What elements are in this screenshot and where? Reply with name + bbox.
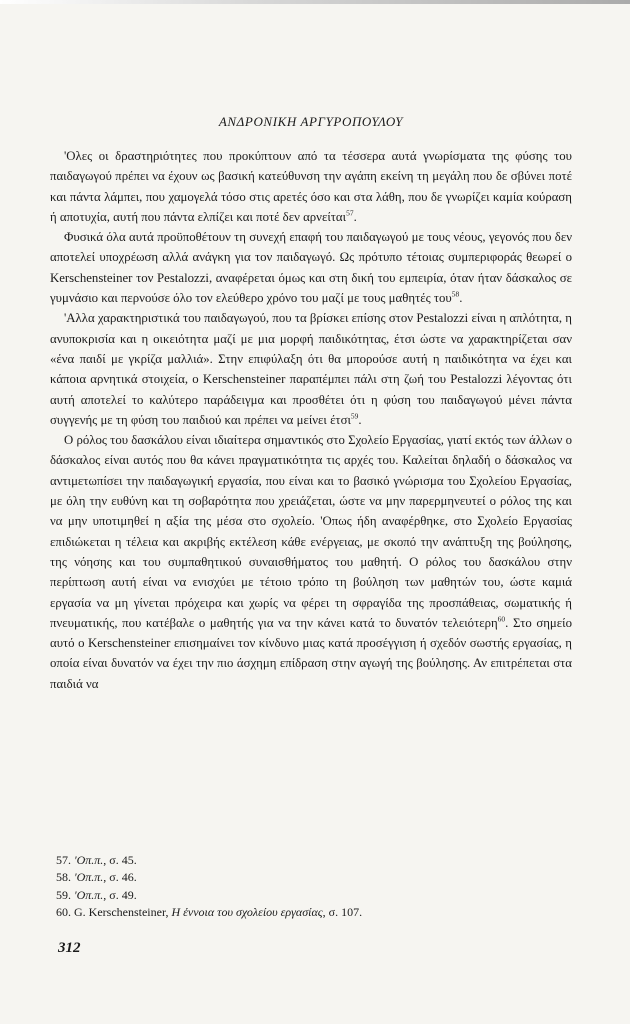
- paragraph-tail: .: [358, 412, 362, 427]
- footnote-ref[interactable]: 60: [497, 614, 506, 624]
- footnotes: [56, 852, 572, 922]
- footnote: [56, 887, 572, 904]
- paragraph: [50, 308, 572, 430]
- paragraph-text: 'Αλλα χαρακτηριστικά του παιδαγωγού, που τα βρίσκει επίσης στον Pestalozzi είναι η απλότητα, η ανυποκρισία και η οικειότητα μαζί με μια μορφή παιδικότητας, έτσι ώστε να χαρακτηρίζεται σαν «ένα παιδί με γκρίζα μαλλιά». Στην επιφύλαξη ότι θα μπορούσε αυτή η παιδικότητα να έχει και κάποια αρνητικά στοιχεία, ο Kerschensteiner παραπέμπει πάλι στη ζωή του Pestalozzi λέγοντας ότι αυτή αποτελεί το καλύτερο παράδειγμα και προσθέτει ότι η φύση του παιδαγωγού μένει πάντα συγγενής με τη φύση του παιδιού και πρέπει να μείνει έτσι: [50, 311, 572, 427]
- paragraph-text: 'Ολες οι δραστηριότητες που προκύπτουν από τα τέσσερα αυτά γνωρίσματα της φύσης του παιδαγωγού πρέπει να έχουν ως βασική κατεύθυνση την αγάπη εκείνη τη μεγάλη που δε σβύνει ποτέ και πάντα λάμπει, που χαμογελά τόσο στις αρετές όσο και στα λάθη, που δε γνωρίζει καμία κούραση ή αποτυχία, αυτή που πάντα ελπίζει και ποτέ δεν αρνείται: [50, 149, 572, 224]
- footnote-rest: , σ. 45.: [103, 853, 137, 867]
- footnote-number: 60.: [56, 905, 71, 920]
- paragraph-text: Φυσικά όλα αυτά προϋποθέτουν τη συνεχή επαφή του παιδαγωγού με τους νέους, γεγονός που δεν αποτελεί υποχρέωση αλλά ανάγκη για τον παιδαγωγό. Ως πρότυπο τέτοιας συμπεριφοράς θεωρεί ο Kerschensteiner τον Pestalozzi, αναφέρεται όμως και στη δική του εμπειρία, όταν ήταν δάσκαλος σε γυμνάσιο και περνούσε όλο τον ελεύθερο χρόνο του μαζί με τους μαθητές του: [50, 230, 572, 306]
- paragraph: [50, 430, 572, 694]
- footnote-italic: 'Οπ.π.: [74, 870, 104, 885]
- paragraph-text: Ο ρόλος του δασκάλου είναι ιδιαίτερα σημαντικός στο Σχολείο Εργασίας, γιατί εκτός των άλλων ο δάσκαλος είναι αυτός που θα κάνει πραγματικότητα τις αρχές του. Καλείται δηλαδή ο δάσκαλος να αντιμετωπίσει την παιδαγωγική εργασία, που είναι και το βασικό γνώρισμα του Σχολείου Εργασίας, με όλη την ευθύνη και τη σοβαρότητα που χρειάζεται, ώστε να μην παρερμηνευτεί ο ρόλος της και να μην υποτιμηθεί η αξία της μέσα στο σχολείο. 'Οπως ήδη αναφέρθηκε, στο Σχολείο Εργασίας επιδιώκεται η τέλεια και ακριβής εκτέλεση κάθε ενέργειας, με σκοπό την ανάπτυξη της βούλησης, της νόησης και του συμπαθητικού συναισθήματος του μαθητή. Ο ρόλος του δασκάλου στην περίπτωση αυτή είναι να ενισχύει με τέτοιο τρόπο τη βούληση των μαθητών του, ώστε καμιά εργασία να μη γίνεται πρόχειρα και χωρίς να φέρει τη σφραγίδα της προσπάθειας, σωματικής ή πνευματικής, που κατέβαλε ο μαθητής για να την κάνει κατά το δυνατόν τελειότερη: [50, 433, 572, 630]
- body-text: [50, 146, 572, 694]
- footnote-number: 59.: [56, 887, 71, 902]
- footnote-italic: 'Οπ.π.: [74, 887, 104, 902]
- footnote-italic: 'Οπ.π.: [74, 853, 104, 867]
- footnote-author: G. Kerschensteiner,: [74, 905, 172, 920]
- footnote-italic: Η έννοια του σχολείου εργασίας: [171, 905, 323, 920]
- footnote-ref[interactable]: 57: [346, 208, 354, 218]
- page-number: 312: [58, 940, 81, 956]
- paragraph-tail: .: [459, 291, 463, 306]
- paragraph: [50, 146, 572, 227]
- footnote: [56, 904, 572, 921]
- footnote-rest: , σ. 46.: [103, 870, 137, 885]
- footnote-number: 57.: [56, 853, 71, 867]
- paragraph: [50, 227, 572, 308]
- footnote-rest: , σ. 49.: [103, 887, 137, 902]
- page-top-edge: [0, 0, 630, 4]
- paragraph-tail: . Στο σημείο αυτό ο Kerschensteiner επισημαίνει τον κίνδυνο μιας κατά προσέγγιση ή σχεδόν σωστής εργασίας, η οποία είναι δυνατόν να έχει την πιο άσχημη επίδραση στην αγωγή της βούλησης. Αν επιτρέπεται στα παιδιά να: [50, 615, 572, 691]
- running-head: ΑΝΔΡΟΝΙΚΗ ΑΡΓΥΡΟΠΟΥΛΟΥ: [218, 114, 404, 129]
- paragraph-tail: .: [353, 209, 357, 224]
- footnote-ref[interactable]: 59: [350, 411, 359, 421]
- footnote-number: 58.: [56, 870, 71, 885]
- footnote: [56, 852, 572, 869]
- footnote-rest: , σ. 107.: [322, 905, 363, 920]
- footnote-ref[interactable]: 58: [451, 289, 460, 299]
- footnote: [56, 869, 572, 886]
